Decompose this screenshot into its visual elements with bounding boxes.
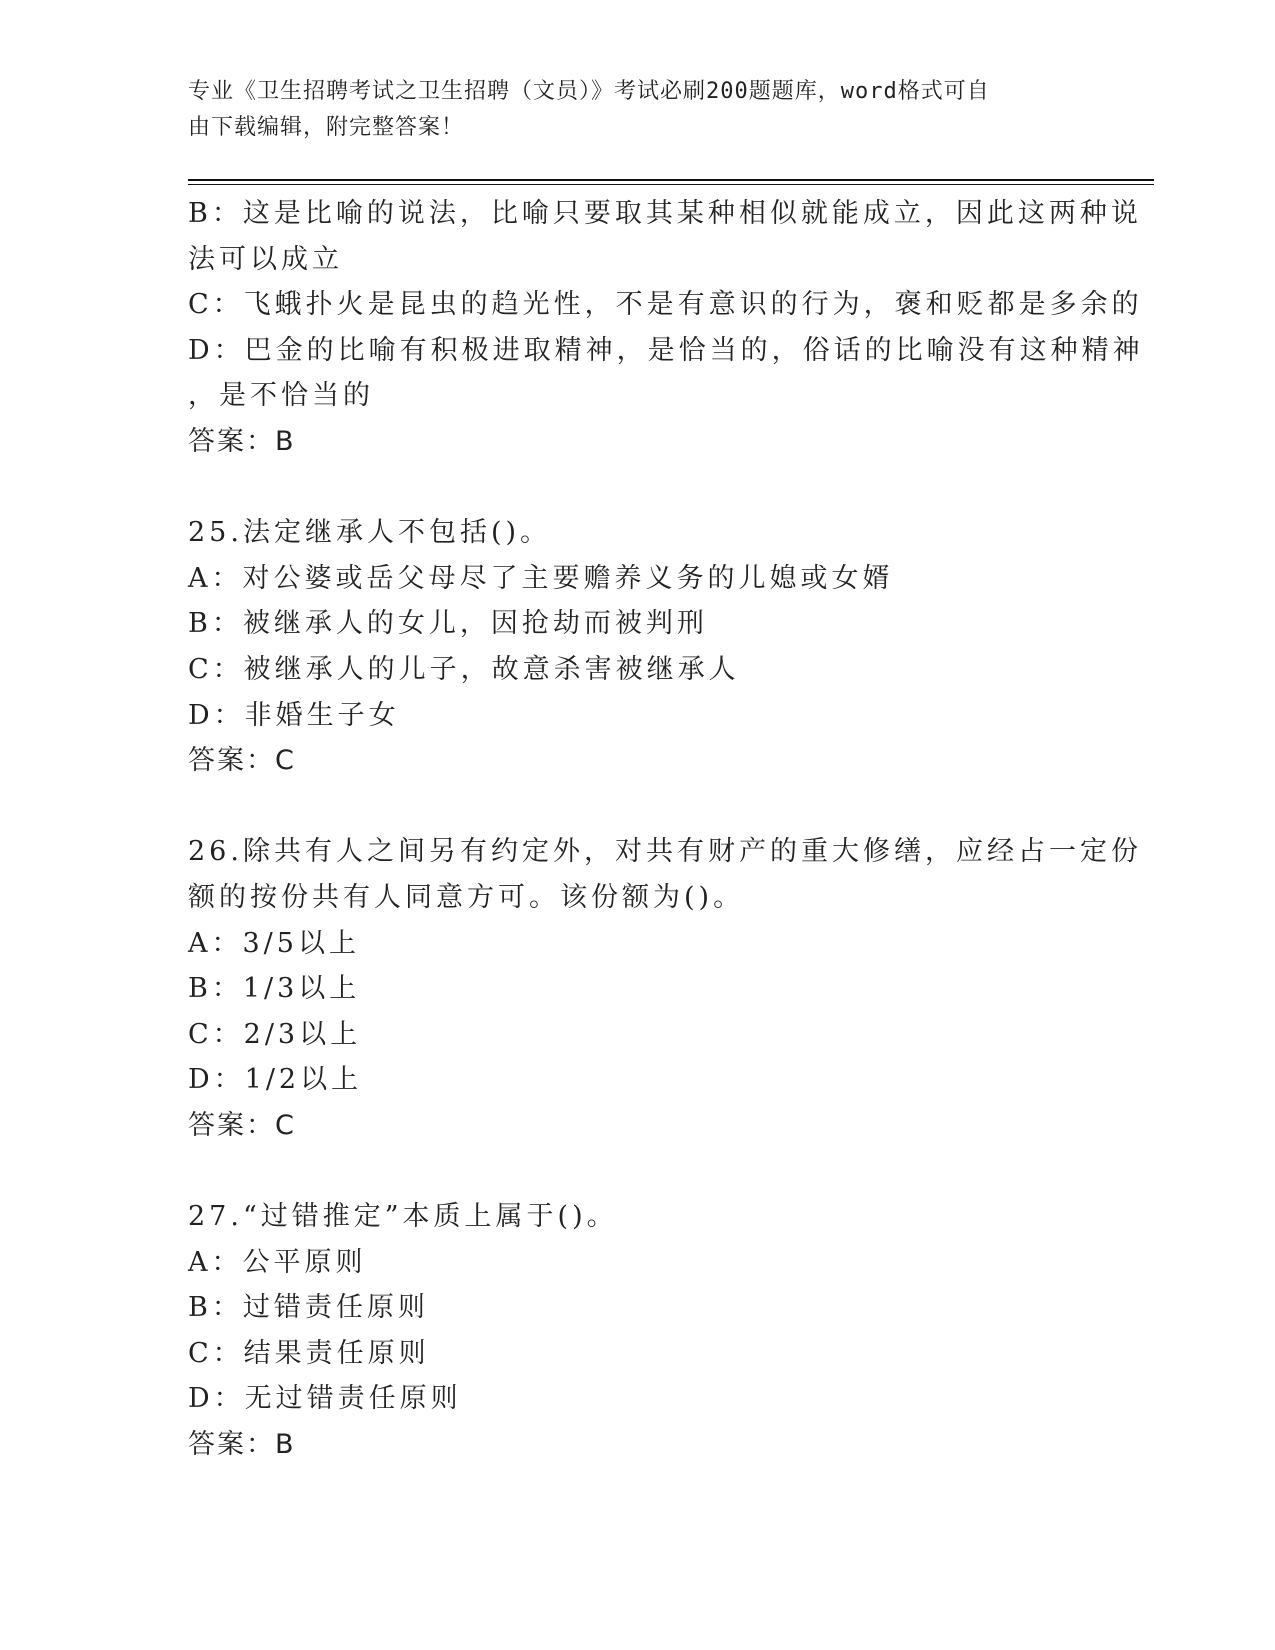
question-stem-continuation: 额的按份共有人同意方可。该份额为()。 [188, 881, 745, 913]
question-block-26 [188, 829, 1142, 1148]
option-b-continuation: 法可以成立 [188, 243, 343, 275]
question-stem: 25.法定继承人不包括()。 [188, 517, 552, 549]
spacer [188, 1148, 1088, 1194]
option-d-continuation: ，是不恰当的 [188, 380, 374, 412]
question-stem: 27.“过错推定”本质上属于()。 [188, 1201, 618, 1233]
question-stem: 26.除共有人之间另有约定外，对共有财产的重大修缮，应经占一定份 [188, 836, 1142, 868]
option-c: C：结果责任原则 [188, 1337, 430, 1369]
answer-label: 答案：B [188, 425, 296, 457]
option-d: D：非婚生子女 [188, 699, 400, 731]
option-a: A：对公婆或岳父母尽了主要赡养义务的儿媳或女婿 [188, 562, 894, 594]
spacer [188, 465, 1088, 511]
answer-label: 答案：C [188, 1109, 296, 1141]
option-c: C：2/3以上 [188, 1018, 362, 1050]
option-b: B：被继承人的女儿，因抢劫而被判刑 [188, 608, 708, 640]
option-a: A：3/5以上 [188, 927, 360, 959]
question-block-prev [188, 191, 1144, 465]
question-content [188, 191, 1144, 1468]
question-block-27 [188, 1194, 1088, 1468]
option-c: C：飞蛾扑火是昆虫的趋光性，不是有意识的行为，褒和贬都是多余的 [188, 289, 1143, 321]
option-b: B：这是比喻的说法，比喻只要取其某种相似就能成立，因此这两种说 [188, 198, 1142, 229]
option-b: B：过错责任原则 [188, 1292, 429, 1324]
answer-label: 答案：B [188, 1429, 296, 1461]
header-divider-thin [188, 184, 1154, 185]
option-d: D：巴金的比喻有积极进取精神，是恰当的，俗话的比喻没有这种精神 [188, 334, 1144, 366]
option-d: D：无过错责任原则 [188, 1383, 462, 1415]
header-line: 由下载编辑，附完整答案！ [188, 115, 465, 140]
question-block-25 [188, 510, 1088, 784]
option-d: D：1/2以上 [188, 1064, 363, 1096]
spacer [188, 784, 1088, 830]
header-line: 专业《卫生招聘考试之卫生招聘（文员）》考试必刷200题题库，word格式可自 [188, 79, 990, 104]
option-b: B：1/3以上 [188, 973, 361, 1005]
option-a: A：公平原则 [188, 1246, 367, 1278]
option-c: C：被继承人的儿子，故意杀害被继承人 [188, 653, 740, 685]
document-header [188, 74, 1088, 146]
header-divider-thick [188, 179, 1154, 181]
answer-label: 答案：C [188, 745, 296, 777]
